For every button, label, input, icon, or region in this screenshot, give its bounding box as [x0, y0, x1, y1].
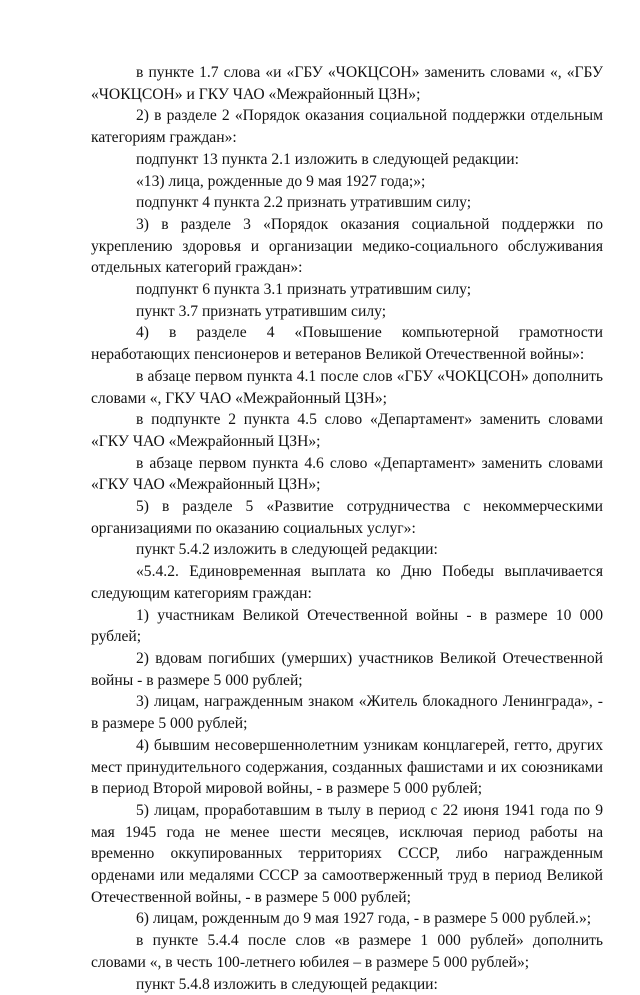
paragraph-6: 3) в разделе 3 «Порядок оказания социальной поддержки по укреплению здоровья и организации медико-социального обслуживания отдельных категорий граждан»:: [91, 215, 603, 277]
paragraph-5: подпункт 4 пункта 2.2 признать утратившим силу;: [136, 194, 472, 212]
paragraph-7: подпункт 6 пункта 3.1 признать утратившим силу;: [136, 281, 472, 299]
paragraph-13: 5) в разделе 5 «Развитие сотрудничества с некоммерческими организациями по оказанию социальных услуг»:: [91, 498, 603, 537]
paragraph-4: «13) лица, рожденные до 9 мая 1927 года;»;: [136, 172, 426, 190]
paragraph-15: «5.4.2. Единовременная выплата ко Дню Победы выплачивается следующим категориям граждан:: [91, 563, 603, 602]
document-body: [91, 62, 603, 995]
paragraph-11: в подпункте 2 пункта 4.5 слово «Департамент» заменить словами «ГКУ ЧАО «Межрайонный ЦЗН»;: [91, 411, 603, 450]
paragraph-14: пункт 5.4.2 изложить в следующей редакции:: [136, 541, 438, 559]
paragraph-3: подпункт 13 пункта 2.1 изложить в следующей редакции:: [136, 150, 519, 168]
paragraph-10: в абзаце первом пункта 4.1 после слов «ГБУ «ЧОКЦСОН» дополнить словами «, ГКУ ЧАО «Межрайонный ЦЗН»;: [91, 367, 603, 407]
paragraph-1: в пункте 1.7 слова «и «ГБУ «ЧОКЦСОН» заменить словами «, «ГБУ «ЧОКЦСОН» и ГКУ ЧАО «Межрайонный ЦЗН»;: [91, 64, 603, 103]
paragraph-19: 4) бывшим несовершеннолетним узникам концлагерей, гетто, других мест принудительного содержания, созданных фашистами и их союзниками в период Второй мировой войны, - в размере 5 000 рублей;: [91, 736, 603, 798]
paragraph-21: 6) лицам, рожденным до 9 мая 1927 года, - в размере 5 000 рублей.»;: [136, 910, 592, 928]
paragraph-23: пункт 5.4.8 изложить в следующей редакции:: [136, 975, 438, 993]
paragraph-20: 5) лицам, проработавшим в тылу в период с 22 июня 1941 года по 9 мая 1945 года не менее шести месяцев, исключая период работы на временно оккупированных территориях СССР, либо награжденным орденами или медалями СССР за самоотверженный труд в период Великой Отечественной войны, - в размере 5 000 рублей;: [91, 801, 603, 906]
paragraph-18: 3) лицам, награжденным знаком «Житель блокадного Ленинграда», - в размере 5 000 рублей;: [91, 693, 603, 733]
paragraph-16: 1) участникам Великой Отечественной войны - в размере 10 000 рублей;: [91, 606, 603, 646]
paragraph-12: в абзаце первом пункта 4.6 слово «Департамент» заменить словами «ГКУ ЧАО «Межрайонный ЦЗН»;: [91, 454, 603, 494]
paragraph-9: 4) в разделе 4 «Повышение компьютерной грамотности неработающих пенсионеров и ветеранов Великой Отечественной войны»:: [91, 324, 603, 364]
paragraph-8: пункт 3.7 признать утратившим силу;: [136, 302, 387, 320]
paragraph-2: 2) в разделе 2 «Порядок оказания социальной поддержки отдельным категориям граждан»:: [91, 107, 603, 147]
paragraph-17: 2) вдовам погибших (умерших) участников Великой Отечественной войны - в размере 5 000 рублей;: [91, 649, 603, 689]
paragraph-22: в пункте 5.4.4 после слов «в размере 1 000 рублей» дополнить словами «, в честь 100-летнего юбилея – в размере 5 000 рублей»;: [91, 932, 603, 971]
